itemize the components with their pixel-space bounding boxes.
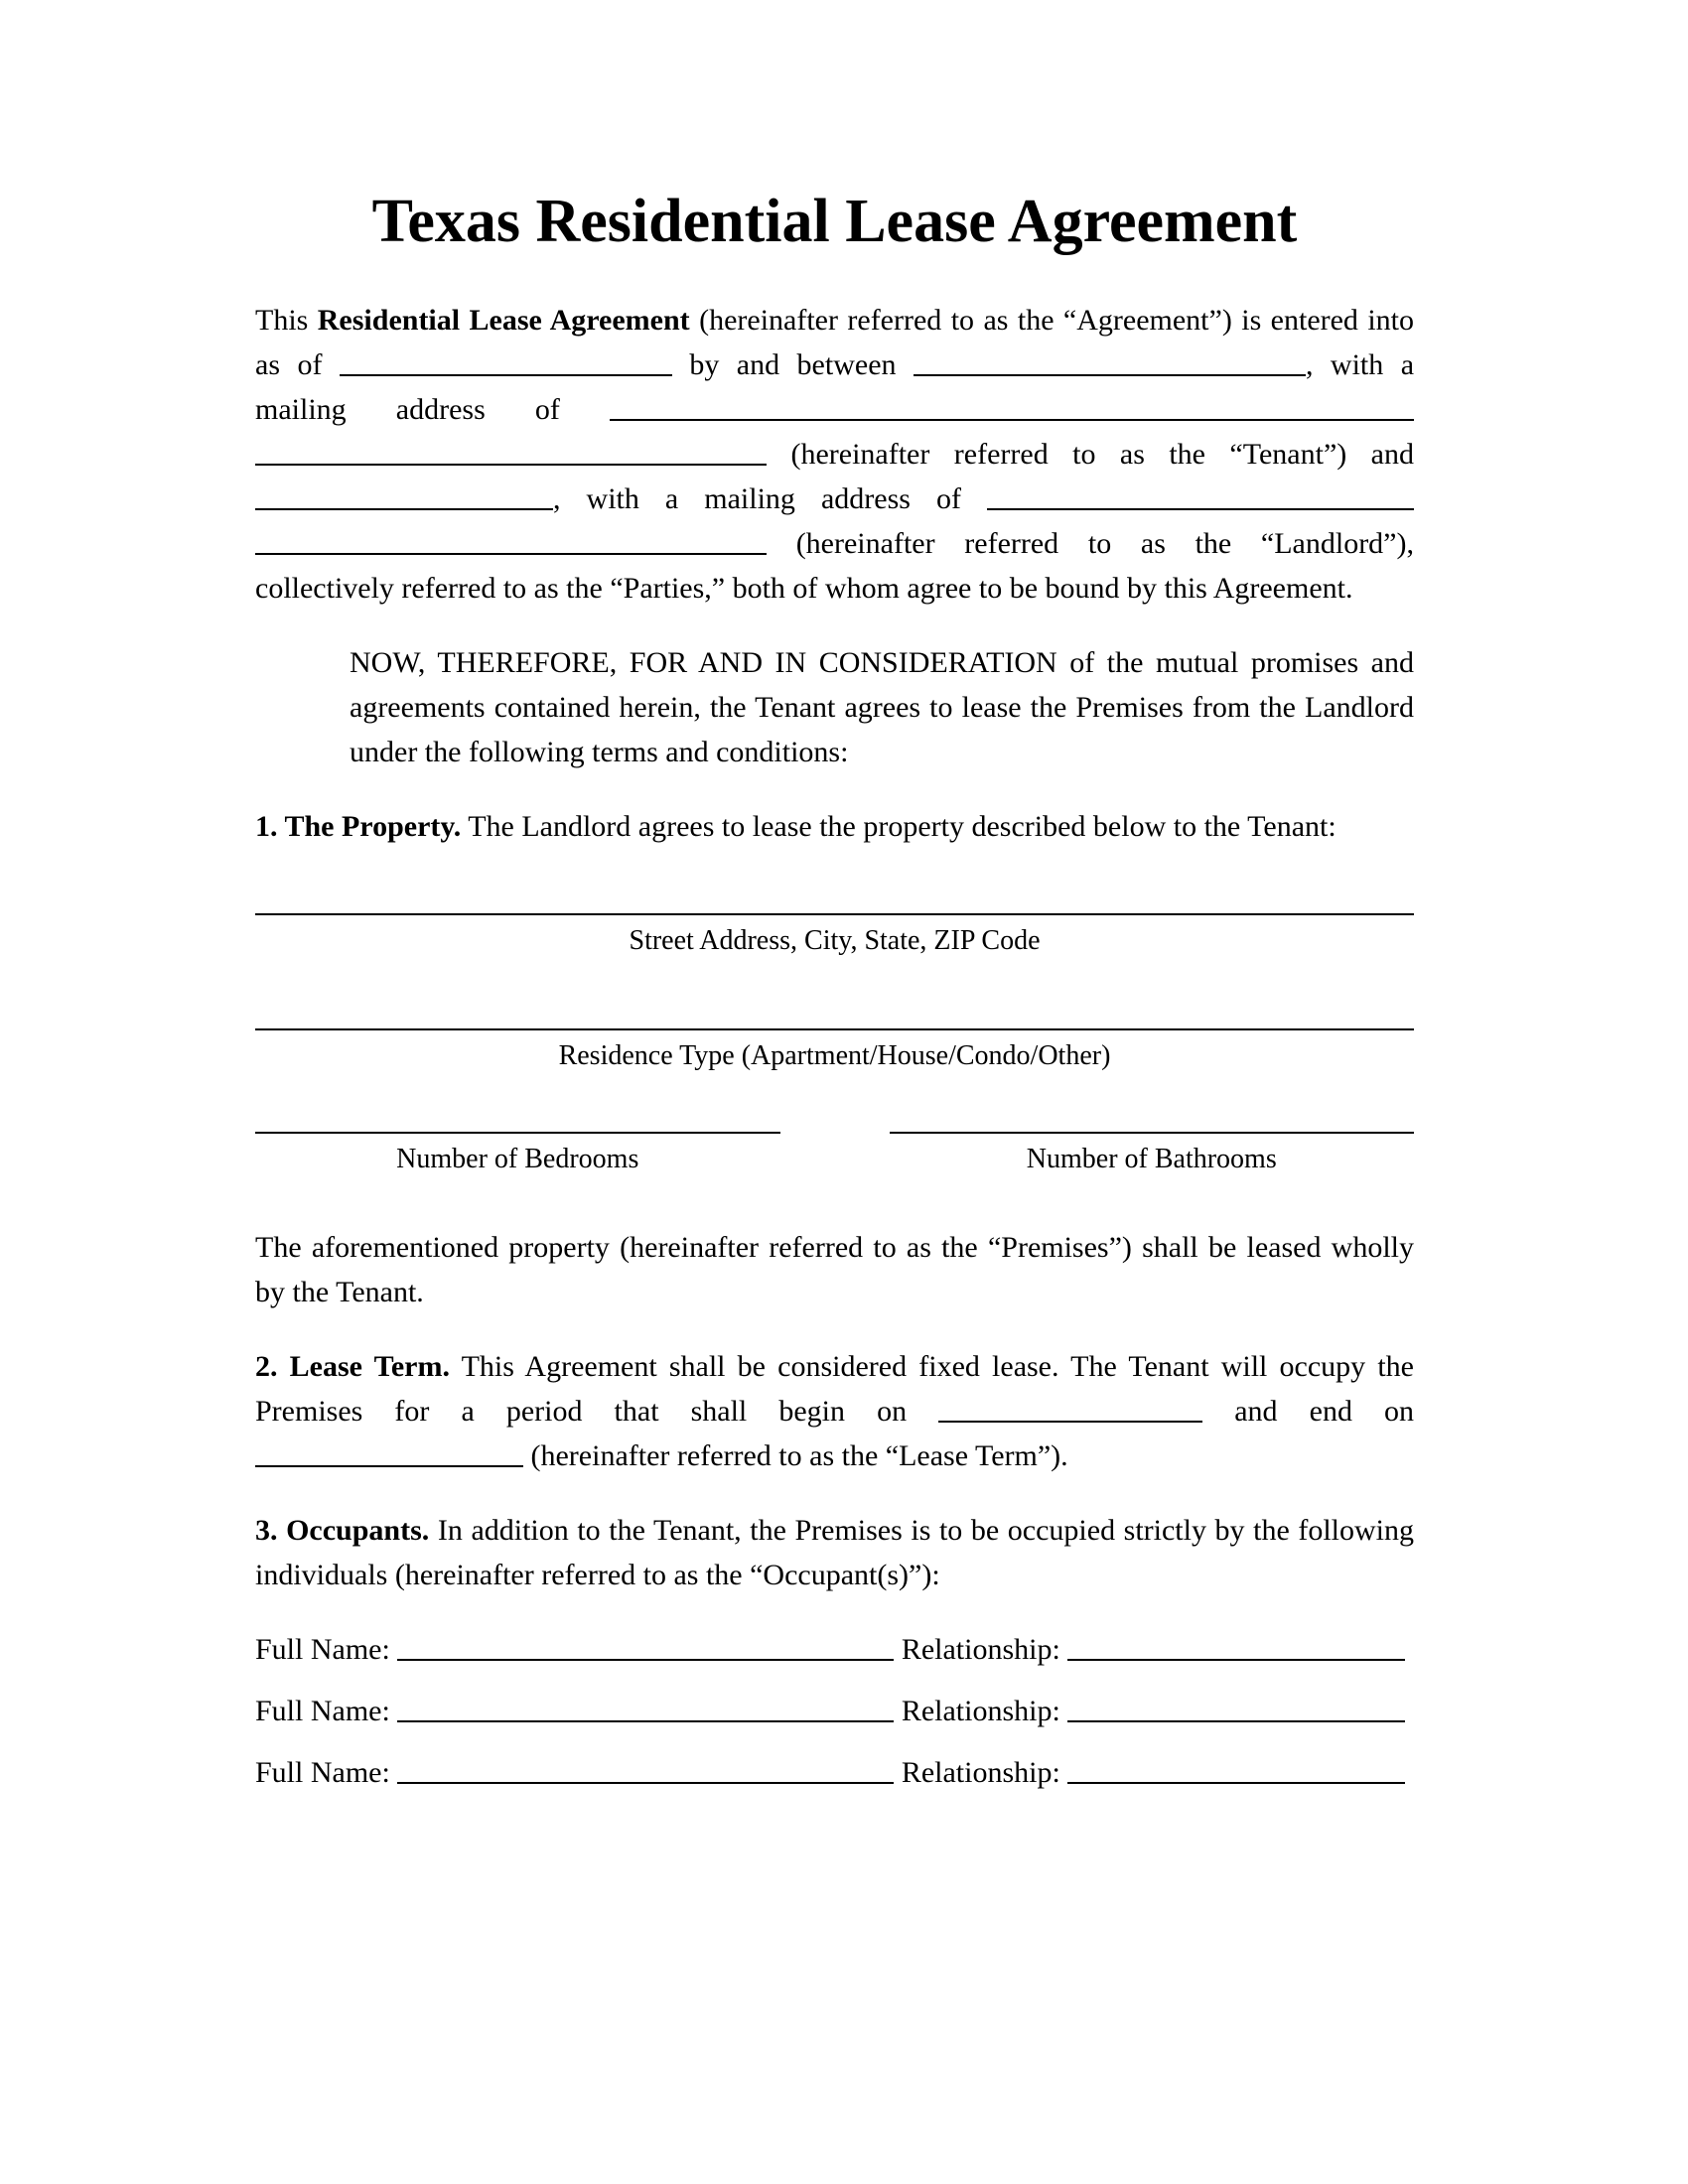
- blank-occupant-3-relationship: [1067, 1780, 1405, 1784]
- intro-text-3: by and between: [689, 348, 897, 381]
- intro-text-5: (hereinafter referred to as the “Tenant”) and: [790, 438, 1414, 471]
- street-address-blank-line: [255, 913, 1414, 915]
- blank-agreement-date: [340, 372, 672, 376]
- bathrooms-field: [890, 1132, 1415, 1177]
- section-2-text-3: (hereinafter referred to as the “Lease Term”).: [530, 1439, 1068, 1472]
- residence-type-caption: Residence Type (Apartment/House/Condo/Other): [558, 1040, 1111, 1071]
- blank-occupant-1-relationship: [1067, 1657, 1405, 1661]
- bedrooms-caption: Number of Bedrooms: [396, 1144, 639, 1174]
- relationship-label: Relationship:: [901, 1633, 1060, 1666]
- section-1-property-paragraph: [255, 804, 1414, 849]
- section-2-text-1: This Agreement shall be considered fixed lease. The Tenant will occupy the Premises for a period that shall begin on: [255, 1350, 1414, 1428]
- now-therefore-paragraph: NOW, THEREFORE, FOR AND IN CONSIDERATION of the mutual promises and agreements contained herein, the Tenant agrees to lease the Premises from the Landlord under the following terms and conditions:: [350, 646, 1414, 768]
- bedrooms-bathrooms-row: [255, 1132, 1414, 1177]
- intro-text-6: , with a mailing address of: [553, 482, 961, 515]
- blank-tenant-address-line-1: [610, 417, 1414, 421]
- relationship-label: Relationship:: [901, 1756, 1060, 1789]
- blank-occupant-3-name: [397, 1780, 894, 1784]
- occupant-row-3: [255, 1750, 1414, 1795]
- blank-lease-end-date: [255, 1463, 523, 1467]
- residence-type-field: [255, 1028, 1414, 1074]
- blank-landlord-address-line-1: [987, 506, 1414, 510]
- intro-text-1: This: [255, 304, 309, 337]
- blank-landlord-name: [255, 506, 553, 510]
- section-2-heading: 2. Lease Term.: [255, 1350, 450, 1383]
- full-name-label: Full Name:: [255, 1756, 390, 1789]
- blank-occupant-2-name: [397, 1718, 894, 1722]
- document-title: Texas Residential Lease Agreement: [371, 188, 1298, 255]
- section-2-text-2: and end on: [1234, 1395, 1415, 1428]
- occupant-row-1: [255, 1627, 1414, 1672]
- section-3-occupants-paragraph: [255, 1508, 1414, 1597]
- premises-paragraph: The aforementioned property (hereinafter referred to as the “Premises”) shall be leased wholly by the Tenant.: [255, 1231, 1414, 1308]
- blank-tenant-address-line-2: [255, 462, 767, 466]
- blank-lease-start-date: [938, 1419, 1202, 1423]
- section-1-heading: 1. The Property.: [255, 810, 462, 843]
- section-3-text: In addition to the Tenant, the Premises is to be occupied strictly by the following individuals (hereinafter referred to as the “Occupant(s)”):: [255, 1514, 1415, 1591]
- blank-landlord-address-line-2: [255, 551, 767, 555]
- bathrooms-blank-line: [890, 1132, 1415, 1134]
- full-name-label: Full Name:: [255, 1695, 390, 1727]
- bedrooms-field: [255, 1132, 780, 1177]
- blank-occupant-1-name: [397, 1657, 894, 1661]
- blank-tenant-name: [914, 372, 1306, 376]
- section-1-text: The Landlord agrees to lease the property described below to the Tenant:: [468, 810, 1336, 843]
- section-2-lease-term-paragraph: [255, 1344, 1414, 1478]
- relationship-label: Relationship:: [901, 1695, 1060, 1727]
- intro-bold-agreement-name: Residential Lease Agreement: [317, 304, 690, 337]
- street-address-field: [255, 913, 1414, 959]
- full-name-label: Full Name:: [255, 1633, 390, 1666]
- bedrooms-blank-line: [255, 1132, 780, 1134]
- blank-occupant-2-relationship: [1067, 1718, 1405, 1722]
- street-address-caption: Street Address, City, State, ZIP Code: [629, 925, 1041, 956]
- section-3-heading: 3. Occupants.: [255, 1514, 430, 1547]
- bathrooms-caption: Number of Bathrooms: [1026, 1144, 1277, 1174]
- residence-type-blank-line: [255, 1028, 1414, 1030]
- occupant-row-2: [255, 1689, 1414, 1733]
- intro-text-4: , with a mailing address of: [255, 348, 1415, 426]
- intro-text-7: (hereinafter referred to as the “Landlord”), collectively referred to as the “Parties,” both of whom agree to be bound by this Agreement.: [255, 527, 1414, 605]
- intro-paragraph: [255, 298, 1414, 611]
- intro-text-2: (hereinafter referred to as the “Agreement”) is entered into as of: [255, 304, 1415, 381]
